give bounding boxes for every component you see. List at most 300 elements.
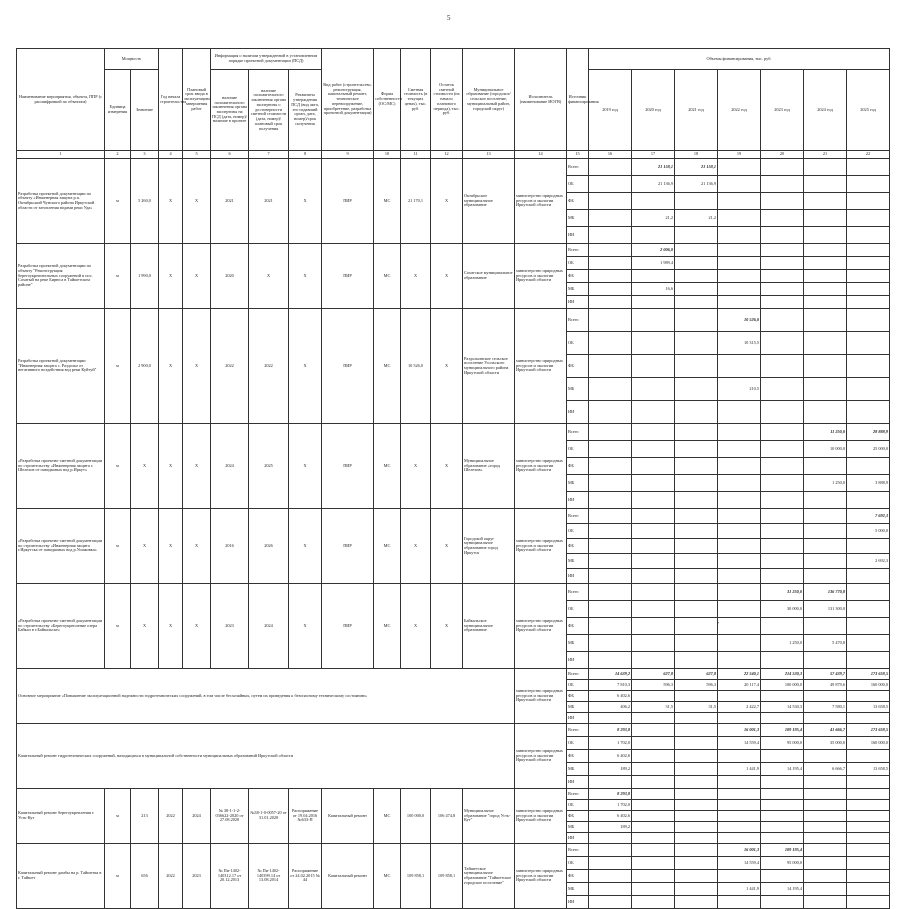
amount-cell xyxy=(589,713,632,724)
cost-cell: Х xyxy=(401,509,431,584)
amount-cell xyxy=(847,296,890,309)
rest-cell: Х xyxy=(431,584,463,669)
column-number: 5 xyxy=(183,151,211,159)
expertise-cell: 2023 xyxy=(211,584,249,669)
amount-cell xyxy=(847,176,890,193)
amount-cell: 160 000,0 xyxy=(847,737,890,750)
approval-cell: Распоряжение от 19.04.2016 №633-П xyxy=(289,789,322,844)
source-label: ИИ xyxy=(567,569,589,584)
amount-cell xyxy=(632,539,675,554)
amount-cell xyxy=(718,193,761,210)
source-label: ФБ xyxy=(567,355,589,378)
amount-cell: 7 580,1 xyxy=(804,702,847,713)
source-label: ОБ xyxy=(567,680,589,691)
project-name: «Разработка проектно-сметной документации по строительству «Инженерная защита г. Шелехов от паводковых вод р.Иркут» xyxy=(17,424,105,509)
amount-cell xyxy=(847,691,890,702)
amount-cell xyxy=(632,713,675,724)
col-rest-header: Остаток сметной стоимости (на начало планового периода), тыс. руб. xyxy=(431,49,463,151)
section-row xyxy=(17,669,890,680)
amount-cell xyxy=(761,554,804,569)
amount-cell xyxy=(632,691,675,702)
amount-cell xyxy=(718,554,761,569)
estimate-cell: 2021 xyxy=(249,159,289,244)
amount-cell: 16,6 xyxy=(632,283,675,296)
amount-cell xyxy=(589,509,632,524)
amount-cell xyxy=(632,309,675,332)
col-name-header: Наименование мероприятия, объекта, ППР (с расшифровкой по объектам) xyxy=(17,49,105,151)
amount-cell xyxy=(675,257,718,270)
approval-cell: Распоряжение от 24.02.2015 № 44 xyxy=(289,844,322,909)
amount-cell xyxy=(589,857,632,870)
source-label: Всего xyxy=(567,244,589,257)
amount-cell xyxy=(632,475,675,492)
amount-cell xyxy=(804,833,847,844)
value-cell: Х xyxy=(131,509,159,584)
amount-cell xyxy=(718,870,761,883)
amount-cell xyxy=(761,870,804,883)
amount-cell xyxy=(761,509,804,524)
amount-cell xyxy=(804,210,847,227)
amount-cell: 21,2 xyxy=(632,210,675,227)
amount-cell xyxy=(804,401,847,424)
column-number: 11 xyxy=(401,151,431,159)
source-label: ФБ xyxy=(567,691,589,702)
amount-cell xyxy=(589,554,632,569)
start-year-cell: Х xyxy=(159,584,183,669)
amount-cell xyxy=(847,378,890,401)
source-label: ФБ xyxy=(567,870,589,883)
amount-cell xyxy=(589,159,632,176)
amount-cell: 596,3 xyxy=(632,680,675,691)
work-type-cell: Капитальный ремонт xyxy=(322,844,374,909)
work-type-cell: ПИР xyxy=(322,159,374,244)
amount-cell xyxy=(761,244,804,257)
amount-cell: 14 639,2 xyxy=(589,669,632,680)
municipality-cell: Октябрьское муниципальное образование xyxy=(463,159,515,244)
amount-cell xyxy=(804,176,847,193)
amount-cell xyxy=(675,441,718,458)
unit-cell: м xyxy=(105,244,131,309)
ownership-cell: МС xyxy=(374,424,401,509)
amount-cell xyxy=(632,883,675,896)
amount-cell xyxy=(675,822,718,833)
executor-cell: министерство природных ресурсов и экологии Иркутской области xyxy=(515,844,567,909)
amount-cell xyxy=(718,691,761,702)
end-year-cell: Х xyxy=(183,584,211,669)
col-start-header: Год начала строительства xyxy=(159,49,183,151)
amount-cell xyxy=(804,458,847,475)
source-label: ИИ xyxy=(567,401,589,424)
amount-cell xyxy=(589,524,632,539)
amount-cell xyxy=(761,492,804,509)
amount-cell xyxy=(675,737,718,750)
amount-cell xyxy=(847,210,890,227)
amount-cell xyxy=(761,475,804,492)
source-label: Всего xyxy=(567,424,589,441)
approval-cell: Х xyxy=(289,159,322,244)
amount-cell xyxy=(847,257,890,270)
year-2024-header: 2024 год xyxy=(804,70,847,151)
amount-cell: 8 293,8 xyxy=(589,789,632,800)
amount-cell xyxy=(589,176,632,193)
source-label: МБ xyxy=(567,763,589,776)
amount-cell xyxy=(761,296,804,309)
expertise-cell: 2020 xyxy=(211,244,249,309)
amount-cell xyxy=(675,713,718,724)
amount-cell xyxy=(589,584,632,601)
project-row xyxy=(17,424,890,441)
amount-cell xyxy=(847,270,890,283)
executor-cell: министерство природных ресурсов и экологии Иркутской области xyxy=(515,244,567,309)
value-cell: 213 xyxy=(131,789,159,844)
amount-cell xyxy=(761,424,804,441)
source-label: ОБ xyxy=(567,857,589,870)
amount-cell xyxy=(589,492,632,509)
amount-cell xyxy=(589,601,632,618)
amount-cell: 41 666,7 xyxy=(804,724,847,737)
amount-cell xyxy=(675,601,718,618)
source-label: Всего xyxy=(567,159,589,176)
amount-cell xyxy=(675,800,718,811)
amount-cell: 31,5 xyxy=(632,702,675,713)
amount-cell xyxy=(718,244,761,257)
amount-cell xyxy=(804,355,847,378)
amount-cell xyxy=(632,509,675,524)
amount-cell xyxy=(847,883,890,896)
amount-cell: 14 195,4 xyxy=(761,763,804,776)
col-work-header: Вид работ (строительство, реконструкция, капитальный ремонт, техническое перевооружение, приобретение, разработка проектной документации) xyxy=(322,49,374,151)
amount-cell xyxy=(718,822,761,833)
amount-cell: 160 000,0 xyxy=(847,680,890,691)
cost-cell: 100 000,0 xyxy=(401,789,431,844)
start-year-cell: Х xyxy=(159,244,183,309)
project-row xyxy=(17,159,890,176)
approval-cell: Х xyxy=(289,509,322,584)
approval-cell: Х xyxy=(289,309,322,424)
end-year-cell: Х xyxy=(183,244,211,309)
amount-cell xyxy=(804,539,847,554)
amount-cell: 1 250,0 xyxy=(804,475,847,492)
amount-cell xyxy=(847,539,890,554)
estimate-cell: №38-1-0-0057-20 от 31.01.2020 xyxy=(249,789,289,844)
amount-cell xyxy=(804,750,847,763)
amount-cell xyxy=(761,691,804,702)
ownership-cell: МС xyxy=(374,584,401,669)
source-label: ИИ xyxy=(567,833,589,844)
ownership-cell: МС xyxy=(374,244,401,309)
amount-cell xyxy=(761,257,804,270)
col-exec-header: Исполнитель (наименование ИОГВ) xyxy=(515,49,567,151)
page-number: 5 xyxy=(447,14,451,22)
amount-cell xyxy=(589,833,632,844)
amount-cell xyxy=(847,244,890,257)
amount-cell xyxy=(804,691,847,702)
expertise-cell: 2022 xyxy=(211,309,249,424)
amount-cell: 7 810,3 xyxy=(589,680,632,691)
amount-cell xyxy=(804,509,847,524)
amount-cell xyxy=(632,724,675,737)
amount-cell xyxy=(675,691,718,702)
cost-cell: Х xyxy=(401,424,431,509)
source-label: Всего xyxy=(567,584,589,601)
col-value-header: Значение xyxy=(131,70,159,151)
amount-cell xyxy=(632,857,675,870)
amount-cell xyxy=(847,601,890,618)
amount-cell: 1 702,0 xyxy=(589,800,632,811)
amount-cell xyxy=(718,296,761,309)
amount-cell xyxy=(847,193,890,210)
executor-cell: министерство природных ресурсов и экологии Иркутской области xyxy=(515,159,567,244)
amount-cell xyxy=(675,509,718,524)
amount-cell xyxy=(847,652,890,669)
amount-cell: 627,8 xyxy=(675,669,718,680)
work-type-cell: ПИР xyxy=(322,584,374,669)
amount-cell xyxy=(589,309,632,332)
amount-cell xyxy=(718,750,761,763)
estimate-cell: 2024 xyxy=(249,584,289,669)
amount-cell xyxy=(761,159,804,176)
source-label: ИИ xyxy=(567,776,589,789)
amount-cell xyxy=(675,424,718,441)
executor-cell: министерство природных ресурсов и экологии Иркутской области xyxy=(515,789,567,844)
municipality-cell: Сохатское муниципальное образование xyxy=(463,244,515,309)
amount-cell xyxy=(761,822,804,833)
amount-cell xyxy=(761,210,804,227)
source-label: Всего xyxy=(567,724,589,737)
source-label: ИИ xyxy=(567,713,589,724)
power-group-header: Мощность xyxy=(105,49,159,70)
value-cell: 5 260,0 xyxy=(131,159,159,244)
amount-cell: 30 000,0 xyxy=(761,601,804,618)
amount-cell xyxy=(847,332,890,355)
amount-cell xyxy=(718,176,761,193)
amount-cell xyxy=(847,159,890,176)
amount-cell xyxy=(675,244,718,257)
source-label: МБ xyxy=(567,210,589,227)
year-2023-header: 2023 год xyxy=(761,70,804,151)
amount-cell xyxy=(589,401,632,424)
estimate-cell: № Пи-1402-140399.14 от 13.08.2014 xyxy=(249,844,289,909)
amount-cell xyxy=(804,857,847,870)
amount-cell xyxy=(761,713,804,724)
amount-cell xyxy=(675,378,718,401)
cost-cell: Х xyxy=(401,584,431,669)
amount-cell xyxy=(847,822,890,833)
column-number: 19 xyxy=(718,151,761,159)
amount-cell xyxy=(632,584,675,601)
source-label: МБ xyxy=(567,378,589,401)
source-label: Всего xyxy=(567,844,589,857)
column-number: 13 xyxy=(463,151,515,159)
ownership-cell: МС xyxy=(374,844,401,909)
source-label: ОБ xyxy=(567,176,589,193)
amount-cell: 14 195,4 xyxy=(761,883,804,896)
source-label: МБ xyxy=(567,702,589,713)
repair-row xyxy=(17,844,890,857)
amount-cell xyxy=(761,378,804,401)
amount-cell xyxy=(632,601,675,618)
amount-cell xyxy=(675,618,718,635)
amount-cell: 1 250,0 xyxy=(761,635,804,652)
column-number: 3 xyxy=(131,151,159,159)
amount-cell xyxy=(804,713,847,724)
amount-cell xyxy=(804,844,847,857)
column-number: 6 xyxy=(211,151,249,159)
amount-cell xyxy=(632,355,675,378)
project-name: «Разработка проектно-сметной документации по строительству «Берегоукрепление озера Байкал в г.Байкальске» xyxy=(17,584,105,669)
source-label: МБ xyxy=(567,283,589,296)
column-number: 18 xyxy=(675,151,718,159)
footer-mark: ' xyxy=(718,622,720,628)
col-cost-header: Сметная стоимость (в текущих ценах), тыс. руб. xyxy=(401,49,431,151)
source-label: ОБ xyxy=(567,524,589,539)
amount-cell xyxy=(847,283,890,296)
unit-cell: м xyxy=(105,509,131,584)
amount-cell: 21,2 xyxy=(675,210,718,227)
amount-cell xyxy=(675,296,718,309)
value-cell: Х xyxy=(131,584,159,669)
end-year-cell: 2023 xyxy=(183,844,211,909)
amount-cell xyxy=(718,441,761,458)
amount-cell: 1 989,4 xyxy=(632,257,675,270)
amount-cell xyxy=(589,441,632,458)
executor-cell: министерство природных ресурсов и экологии Иркутской области xyxy=(515,509,567,584)
amount-cell: 20 117,4 xyxy=(718,680,761,691)
amount-cell: 406,2 xyxy=(589,702,632,713)
col-expertise-header: наличие положительного заключения органа экспертизы на ПСД (дата, номер)/наличие в проекте xyxy=(211,70,249,151)
amount-cell xyxy=(675,584,718,601)
amount-cell: 35 000,0 xyxy=(804,737,847,750)
amount-cell xyxy=(761,458,804,475)
source-label: ОБ xyxy=(567,257,589,270)
amount-cell xyxy=(675,844,718,857)
end-year-cell: Х xyxy=(183,509,211,584)
amount-cell: 136 770,8 xyxy=(804,584,847,601)
amount-cell xyxy=(718,492,761,509)
start-year-cell: Х xyxy=(159,159,183,244)
amount-cell xyxy=(847,833,890,844)
amount-cell xyxy=(675,401,718,424)
project-row xyxy=(17,244,890,257)
project-name: Разработка проектной документации "Инженерная защита с. Раздолье от негативного воздействия вод реки Куйтуй" xyxy=(17,309,105,424)
column-number: 21 xyxy=(804,151,847,159)
source-label: ИИ xyxy=(567,492,589,509)
end-year-cell: Х xyxy=(183,424,211,509)
source-label: МБ xyxy=(567,475,589,492)
amount-cell xyxy=(761,750,804,763)
col-mun-header: Муниципальное образование (городское/сельское поселение, муниципальный район, городской округ) xyxy=(463,49,515,151)
estimate-cell: 2022 xyxy=(249,309,289,424)
source-label: ОБ xyxy=(567,332,589,355)
source-label: ИИ xyxy=(567,296,589,309)
amount-cell xyxy=(718,475,761,492)
municipality-cell: Городской округ муниципальное образование город Иркутск xyxy=(463,509,515,584)
amount-cell: 16 001,3 xyxy=(718,844,761,857)
amount-cell xyxy=(761,811,804,822)
start-year-cell: Х xyxy=(159,424,183,509)
work-type-cell: Капитальный ремонт xyxy=(322,789,374,844)
source-label: ФБ xyxy=(567,618,589,635)
amount-cell xyxy=(675,857,718,870)
amount-cell: 8 293,8 xyxy=(589,724,632,737)
amount-cell: 28 888,9 xyxy=(847,424,890,441)
amount-cell xyxy=(847,857,890,870)
amount-cell xyxy=(718,270,761,283)
amount-cell xyxy=(718,776,761,789)
amount-cell xyxy=(589,283,632,296)
source-label: ИИ xyxy=(567,227,589,244)
amount-cell: 627,8 xyxy=(632,669,675,680)
column-number: 12 xyxy=(431,151,463,159)
amount-cell: 14 530,3 xyxy=(761,702,804,713)
amount-cell: 1 441,9 xyxy=(718,763,761,776)
estimate-cell: Х xyxy=(249,244,289,309)
amount-cell xyxy=(761,355,804,378)
amount-cell xyxy=(675,724,718,737)
col-source-header: Источник финансирования xyxy=(567,49,589,151)
amount-cell xyxy=(675,833,718,844)
cost-cell: 10 526,0 xyxy=(401,309,431,424)
amount-cell xyxy=(589,870,632,883)
amount-cell xyxy=(718,713,761,724)
amount-cell xyxy=(632,896,675,909)
source-label: МБ xyxy=(567,883,589,896)
amount-cell xyxy=(589,652,632,669)
amount-cell xyxy=(632,652,675,669)
executor-cell: министерство природных ресурсов и экологии Иркутской области xyxy=(515,424,567,509)
column-number: 4 xyxy=(159,151,183,159)
amount-cell xyxy=(761,309,804,332)
rest-cell: Х xyxy=(431,244,463,309)
amount-cell: 6 402,6 xyxy=(589,811,632,822)
approval-cell: Х xyxy=(289,424,322,509)
amount-cell: 7 692,3 xyxy=(847,509,890,524)
amount-cell xyxy=(847,896,890,909)
amount-cell xyxy=(718,539,761,554)
work-type-cell: ПИР xyxy=(322,424,374,509)
table-body xyxy=(17,49,890,909)
amount-cell xyxy=(632,332,675,355)
amount-cell xyxy=(632,737,675,750)
source-label: ОБ xyxy=(567,737,589,750)
cost-cell: 109 858,1 xyxy=(401,844,431,909)
amount-cell xyxy=(589,844,632,857)
amount-cell xyxy=(761,441,804,458)
work-type-cell: ПИР xyxy=(322,309,374,424)
cost-cell: Х xyxy=(401,244,431,309)
start-year-cell: Х xyxy=(159,509,183,584)
unit-cell: м xyxy=(105,789,131,844)
amount-cell xyxy=(675,789,718,800)
amount-cell xyxy=(632,800,675,811)
ownership-cell: МС xyxy=(374,509,401,584)
amount-cell xyxy=(804,270,847,283)
column-number: 14 xyxy=(515,151,567,159)
amount-cell: 6 666,7 xyxy=(804,763,847,776)
amount-cell: 21 158,1 xyxy=(675,159,718,176)
amount-cell xyxy=(675,896,718,909)
amount-cell: 14 559,4 xyxy=(718,857,761,870)
amount-cell xyxy=(847,776,890,789)
amount-cell xyxy=(718,811,761,822)
amount-cell xyxy=(589,378,632,401)
amount-cell: 131 300,0 xyxy=(804,601,847,618)
amount-cell xyxy=(804,822,847,833)
rest-cell: Х xyxy=(431,309,463,424)
value-cell: Х xyxy=(131,424,159,509)
unit-cell: м xyxy=(105,159,131,244)
amount-cell xyxy=(675,652,718,669)
